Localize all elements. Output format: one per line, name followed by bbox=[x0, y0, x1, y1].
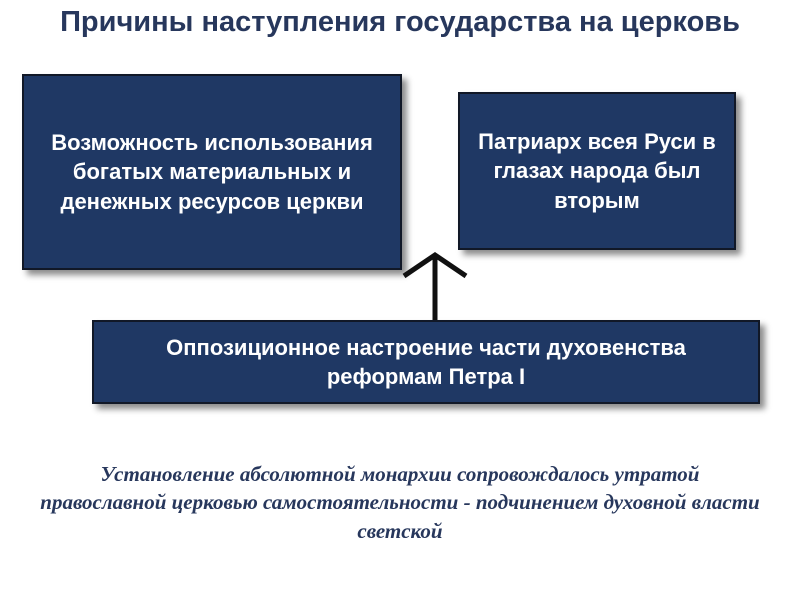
cause-box-patriarch bbox=[458, 92, 736, 250]
cause-box-patriarch-text: Патриарх всея Руси в глазах народа был вторым bbox=[478, 129, 716, 213]
conclusion-text: Установление абсолютной монархии сопровождалось утратой православной церковью самостоятельности - подчинением духовной власти светской bbox=[40, 462, 760, 543]
cause-box-opposition-text: Оппозиционное настроение части духовенства реформам Петра I bbox=[166, 334, 686, 389]
cause-box-resources bbox=[22, 74, 402, 270]
cause-box-resources-text: Возможность использования богатых материальных и денежных ресурсов церкви bbox=[51, 130, 373, 214]
cause-box-opposition bbox=[92, 320, 760, 404]
up-arrow-connector bbox=[400, 250, 470, 322]
slide-title: Причины наступления государства на церковь bbox=[60, 6, 740, 38]
